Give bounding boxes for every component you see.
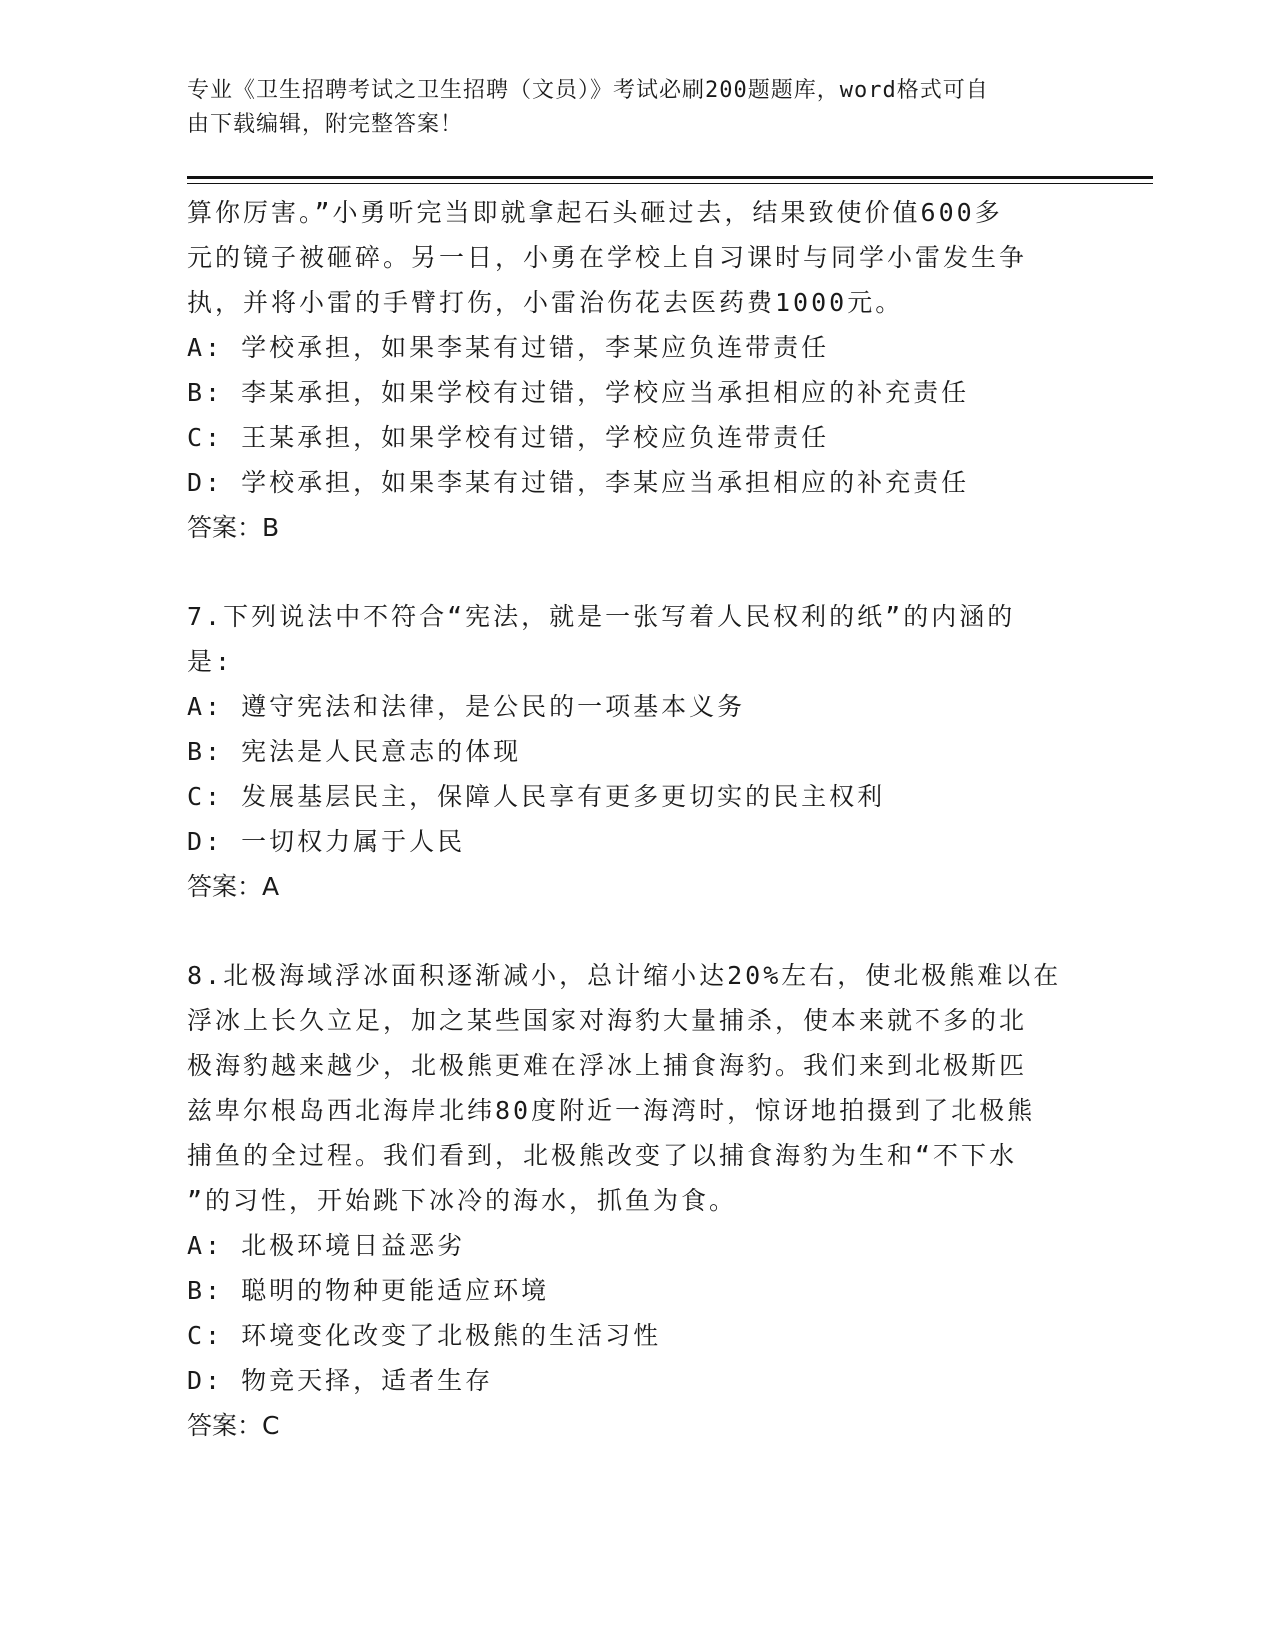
- document-header: [187, 74, 1087, 142]
- option-c: C: 发展基层民主，保障人民享有更多更切实的民主权利: [187, 782, 886, 811]
- spacer: [187, 909, 1087, 953]
- option-c: C: 环境变化改变了北极熊的生活习性: [187, 1321, 662, 1350]
- question-text-line: 兹卑尔根岛西北海岸北纬80度附近一海湾时，惊讶地拍摄到了北极熊: [187, 1096, 1036, 1125]
- answer-line: 答案：B: [187, 513, 280, 542]
- question-text-line: ”的习性，开始跳下冰冷的海水，抓鱼为食。: [187, 1186, 738, 1215]
- option-b: B: 李某承担，如果学校有过错，学校应当承担相应的补充责任: [187, 378, 970, 407]
- option-a: A: 北极环境日益恶劣: [187, 1231, 466, 1260]
- question-7: [187, 594, 1087, 909]
- question-text-line: 7.下列说法中不符合“宪法，就是一张写着人民权利的纸”的内涵的: [187, 602, 1016, 631]
- header-divider-thick: [187, 176, 1153, 179]
- answer-line: 答案：C: [187, 1411, 280, 1440]
- question-8: [187, 953, 1087, 1448]
- option-d: D: 学校承担，如果李某有过错，李某应当承担相应的补充责任: [187, 468, 970, 497]
- option-a: A: 遵守宪法和法律，是公民的一项基本义务: [187, 692, 746, 721]
- option-c: C: 王某承担，如果学校有过错，学校应负连带责任: [187, 423, 830, 452]
- question-text-line: 元的镜子被砸碎。另一日，小勇在学校上自习课时与同学小雷发生争: [187, 243, 1028, 272]
- spacer: [187, 550, 1087, 594]
- option-b: B: 宪法是人民意志的体现: [187, 737, 522, 766]
- header-line-2: 由下载编辑，附完整答案！: [187, 112, 464, 137]
- option-a: A: 学校承担，如果李某有过错，李某应负连带责任: [187, 333, 830, 362]
- question-6-tail: [187, 190, 1087, 550]
- option-d: D: 物竞天择，适者生存: [187, 1366, 494, 1395]
- question-text-line: 算你厉害。”小勇听完当即就拿起石头砸过去，结果致使价值600多: [187, 198, 1003, 227]
- question-text-line: 极海豹越来越少，北极熊更难在浮冰上捕食海豹。我们来到北极斯匹: [187, 1051, 1028, 1080]
- answer-line: 答案：A: [187, 872, 280, 901]
- question-body: [187, 190, 1087, 1448]
- question-text-line: 捕鱼的全过程。我们看到，北极熊改变了以捕食海豹为生和“不下水: [187, 1141, 1018, 1170]
- question-text-line: 执，并将小雷的手臂打伤，小雷治伤花去医药费1000元。: [187, 288, 904, 317]
- question-text-line: 浮冰上长久立足，加之某些国家对海豹大量捕杀，使本来就不多的北: [187, 1006, 1028, 1035]
- question-text-line: 是:: [187, 647, 234, 676]
- option-b: B: 聪明的物种更能适应环境: [187, 1276, 550, 1305]
- question-text-line: 8.北极海域浮冰面积逐渐减小，总计缩小达20%左右，使北极熊难以在: [187, 961, 1062, 990]
- option-d: D: 一切权力属于人民: [187, 827, 466, 856]
- header-line-1: 专业《卫生招聘考试之卫生招聘（文员）》考试必刷200题题库，word格式可自: [187, 78, 989, 103]
- header-divider-thin: [187, 183, 1153, 184]
